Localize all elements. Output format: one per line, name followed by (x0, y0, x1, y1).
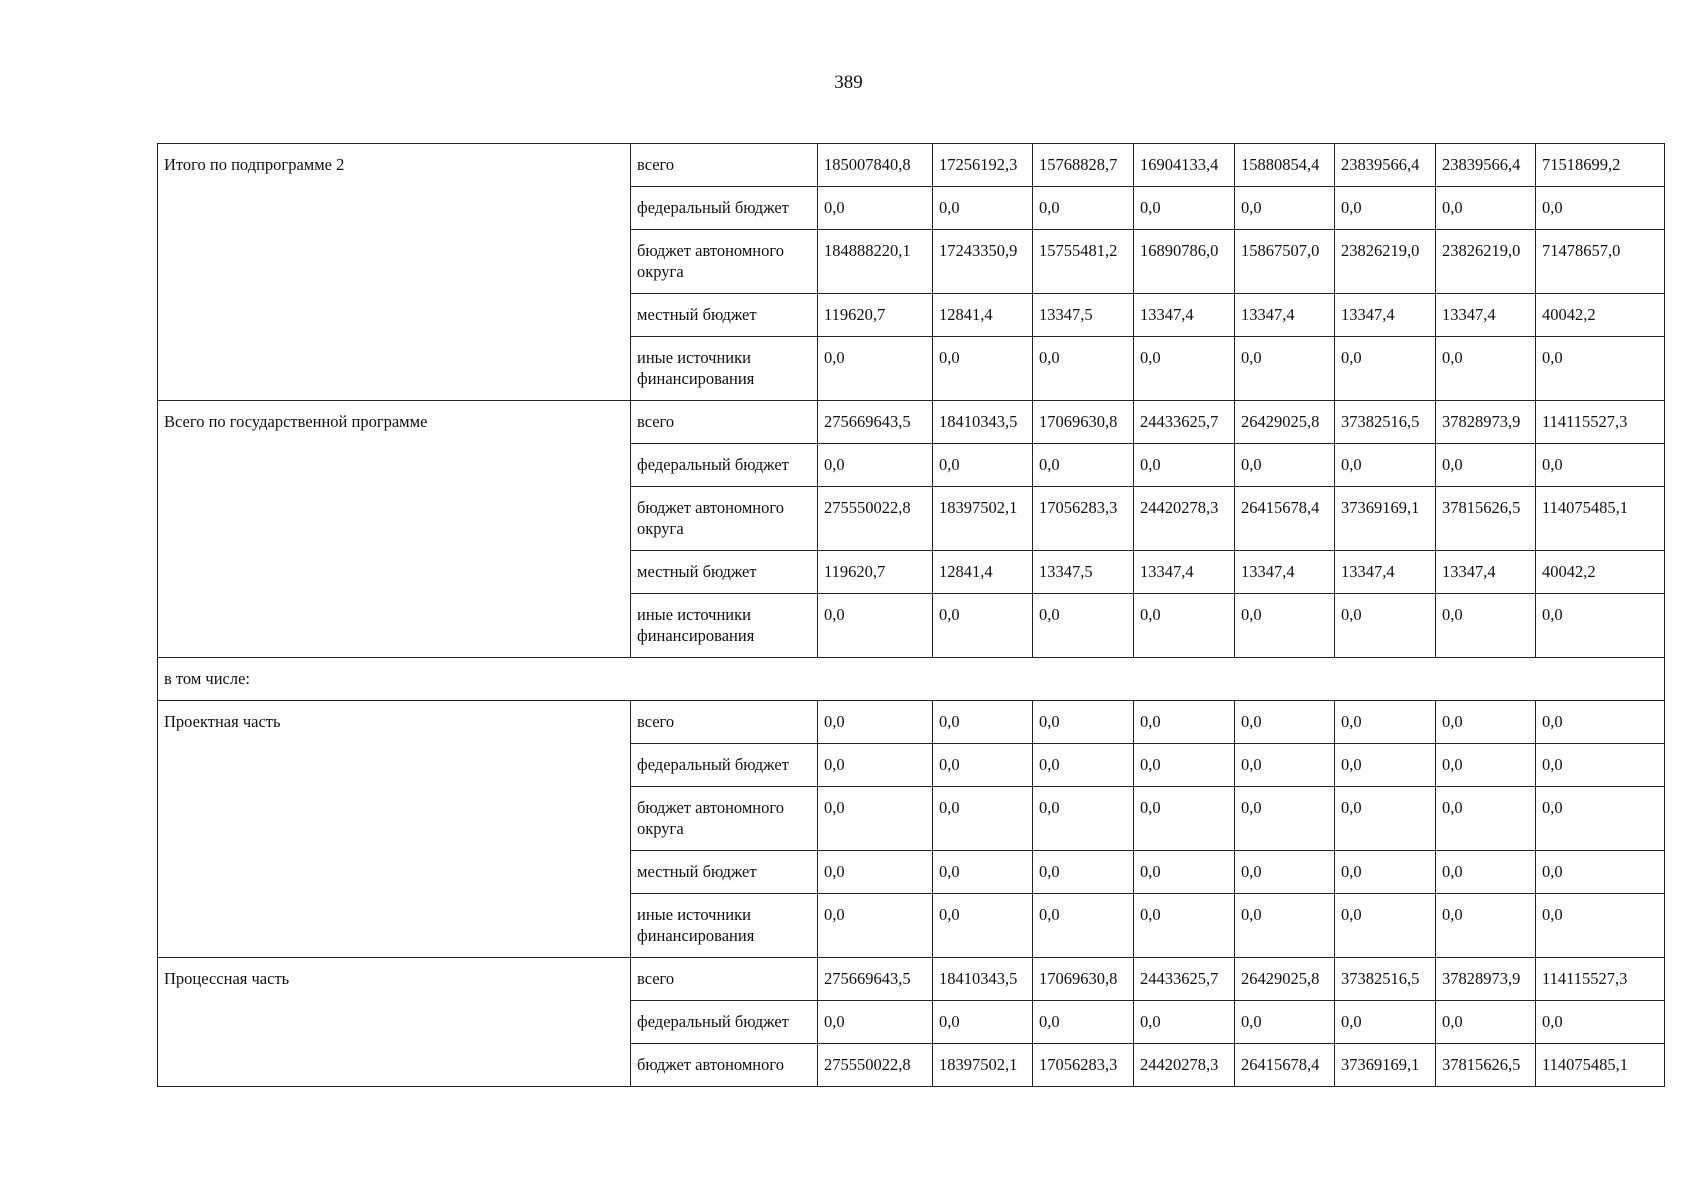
value-cell: 0,0 (818, 1001, 933, 1044)
value-cell: 0,0 (933, 894, 1033, 958)
value-cell: 0,0 (1436, 894, 1536, 958)
value-cell: 0,0 (1033, 594, 1134, 658)
value-cell: 0,0 (933, 851, 1033, 894)
value-cell: 0,0 (1335, 1001, 1436, 1044)
value-cell: 16904133,4 (1134, 144, 1235, 187)
value-cell: 17069630,8 (1033, 958, 1134, 1001)
value-cell: 0,0 (1235, 444, 1335, 487)
value-cell: 0,0 (1235, 187, 1335, 230)
value-cell: 18410343,5 (933, 958, 1033, 1001)
value-cell: 17056283,3 (1033, 1044, 1134, 1087)
funding-source: иные источники финансирования (631, 894, 818, 958)
value-cell: 119620,7 (818, 551, 933, 594)
value-cell: 0,0 (1134, 337, 1235, 401)
value-cell: 0,0 (1436, 444, 1536, 487)
funding-source: бюджет автономного округа (631, 487, 818, 551)
section-title: Проектная часть (158, 701, 631, 958)
value-cell: 0,0 (1033, 787, 1134, 851)
value-cell: 275669643,5 (818, 958, 933, 1001)
value-cell: 13347,5 (1033, 551, 1134, 594)
value-cell: 23839566,4 (1436, 144, 1536, 187)
value-cell: 0,0 (1335, 337, 1436, 401)
value-cell: 0,0 (1436, 787, 1536, 851)
subheader-row (158, 658, 1665, 701)
value-cell: 0,0 (1335, 444, 1436, 487)
section-title: Всего по государственной программе (158, 401, 631, 658)
value-cell: 0,0 (1033, 701, 1134, 744)
value-cell: 24420278,3 (1134, 1044, 1235, 1087)
value-cell: 15880854,4 (1235, 144, 1335, 187)
value-cell: 0,0 (1536, 787, 1665, 851)
value-cell: 0,0 (1536, 594, 1665, 658)
value-cell: 13347,4 (1436, 551, 1536, 594)
value-cell: 0,0 (1536, 744, 1665, 787)
value-cell: 275669643,5 (818, 401, 933, 444)
value-cell: 0,0 (1536, 851, 1665, 894)
value-cell: 0,0 (1235, 851, 1335, 894)
table-row (158, 958, 1665, 1001)
value-cell: 12841,4 (933, 551, 1033, 594)
value-cell: 18397502,1 (933, 1044, 1033, 1087)
value-cell: 24420278,3 (1134, 487, 1235, 551)
value-cell: 23826219,0 (1335, 230, 1436, 294)
value-cell: 184888220,1 (818, 230, 933, 294)
value-cell: 26415678,4 (1235, 1044, 1335, 1087)
value-cell: 13347,4 (1335, 294, 1436, 337)
value-cell: 0,0 (1134, 894, 1235, 958)
budget-table-body (158, 144, 1665, 1087)
value-cell: 37369169,1 (1335, 1044, 1436, 1087)
value-cell: 13347,5 (1033, 294, 1134, 337)
value-cell: 0,0 (1033, 851, 1134, 894)
value-cell: 0,0 (1235, 894, 1335, 958)
value-cell: 24433625,7 (1134, 958, 1235, 1001)
value-cell: 0,0 (1134, 187, 1235, 230)
value-cell: 71518699,2 (1536, 144, 1665, 187)
value-cell: 0,0 (818, 894, 933, 958)
value-cell: 16890786,0 (1134, 230, 1235, 294)
value-cell: 37382516,5 (1335, 958, 1436, 1001)
value-cell: 15755481,2 (1033, 230, 1134, 294)
value-cell: 114075485,1 (1536, 1044, 1665, 1087)
value-cell: 0,0 (1134, 701, 1235, 744)
value-cell: 114075485,1 (1536, 487, 1665, 551)
value-cell: 0,0 (1536, 187, 1665, 230)
value-cell: 0,0 (1335, 787, 1436, 851)
value-cell: 0,0 (933, 787, 1033, 851)
value-cell: 15768828,7 (1033, 144, 1134, 187)
funding-source: всего (631, 401, 818, 444)
value-cell: 17243350,9 (933, 230, 1033, 294)
value-cell: 0,0 (1536, 337, 1665, 401)
value-cell: 119620,7 (818, 294, 933, 337)
value-cell: 17069630,8 (1033, 401, 1134, 444)
funding-source: бюджет автономного (631, 1044, 818, 1087)
value-cell: 0,0 (933, 187, 1033, 230)
value-cell: 0,0 (1134, 744, 1235, 787)
value-cell: 0,0 (1033, 444, 1134, 487)
value-cell: 0,0 (933, 594, 1033, 658)
value-cell: 26429025,8 (1235, 401, 1335, 444)
value-cell: 0,0 (933, 337, 1033, 401)
funding-source: федеральный бюджет (631, 744, 818, 787)
funding-source: местный бюджет (631, 551, 818, 594)
value-cell: 275550022,8 (818, 1044, 933, 1087)
value-cell: 0,0 (1134, 1001, 1235, 1044)
value-cell: 0,0 (1134, 594, 1235, 658)
value-cell: 0,0 (818, 337, 933, 401)
value-cell: 0,0 (1536, 444, 1665, 487)
funding-source: бюджет автономного округа (631, 230, 818, 294)
value-cell: 37815626,5 (1436, 487, 1536, 551)
value-cell: 0,0 (1033, 744, 1134, 787)
funding-source: местный бюджет (631, 851, 818, 894)
value-cell: 0,0 (818, 701, 933, 744)
value-cell: 13347,4 (1335, 551, 1436, 594)
value-cell: 0,0 (1235, 1001, 1335, 1044)
value-cell: 0,0 (1436, 744, 1536, 787)
funding-source: федеральный бюджет (631, 1001, 818, 1044)
value-cell: 0,0 (1335, 187, 1436, 230)
value-cell: 0,0 (1335, 851, 1436, 894)
value-cell: 114115527,3 (1536, 401, 1665, 444)
value-cell: 0,0 (1436, 701, 1536, 744)
value-cell: 13347,4 (1436, 294, 1536, 337)
value-cell: 0,0 (933, 1001, 1033, 1044)
value-cell: 0,0 (1235, 701, 1335, 744)
value-cell: 26429025,8 (1235, 958, 1335, 1001)
value-cell: 13347,4 (1235, 294, 1335, 337)
value-cell: 26415678,4 (1235, 487, 1335, 551)
value-cell: 0,0 (1436, 187, 1536, 230)
value-cell: 37369169,1 (1335, 487, 1436, 551)
funding-source: иные источники финансирования (631, 337, 818, 401)
value-cell: 275550022,8 (818, 487, 933, 551)
budget-table (157, 143, 1665, 1087)
value-cell: 0,0 (1033, 187, 1134, 230)
value-cell: 0,0 (1235, 594, 1335, 658)
value-cell: 15867507,0 (1235, 230, 1335, 294)
funding-source: федеральный бюджет (631, 444, 818, 487)
funding-source: местный бюджет (631, 294, 818, 337)
value-cell: 0,0 (818, 744, 933, 787)
value-cell: 0,0 (1436, 594, 1536, 658)
value-cell: 0,0 (933, 744, 1033, 787)
value-cell: 0,0 (1033, 1001, 1134, 1044)
value-cell: 24433625,7 (1134, 401, 1235, 444)
value-cell: 0,0 (1335, 744, 1436, 787)
value-cell: 185007840,8 (818, 144, 933, 187)
funding-source: бюджет автономного округа (631, 787, 818, 851)
value-cell: 40042,2 (1536, 294, 1665, 337)
value-cell: 37828973,9 (1436, 958, 1536, 1001)
value-cell: 0,0 (1235, 337, 1335, 401)
value-cell: 18410343,5 (933, 401, 1033, 444)
table-row (158, 401, 1665, 444)
value-cell: 18397502,1 (933, 487, 1033, 551)
value-cell: 37815626,5 (1436, 1044, 1536, 1087)
value-cell: 13347,4 (1134, 294, 1235, 337)
funding-source: всего (631, 958, 818, 1001)
value-cell: 0,0 (1134, 851, 1235, 894)
table-row (158, 144, 1665, 187)
value-cell: 114115527,3 (1536, 958, 1665, 1001)
funding-source: всего (631, 144, 818, 187)
value-cell: 12841,4 (933, 294, 1033, 337)
value-cell: 0,0 (1335, 701, 1436, 744)
value-cell: 37828973,9 (1436, 401, 1536, 444)
page-number: 389 (834, 72, 863, 93)
value-cell: 0,0 (1335, 894, 1436, 958)
section-title: Процессная часть (158, 958, 631, 1087)
value-cell: 23839566,4 (1335, 144, 1436, 187)
value-cell: 0,0 (818, 594, 933, 658)
value-cell: 0,0 (1536, 701, 1665, 744)
subheader-label: в том числе: (158, 658, 1665, 701)
value-cell: 37382516,5 (1335, 401, 1436, 444)
value-cell: 13347,4 (1235, 551, 1335, 594)
value-cell: 23826219,0 (1436, 230, 1536, 294)
funding-source: всего (631, 701, 818, 744)
value-cell: 71478657,0 (1536, 230, 1665, 294)
table-row (158, 701, 1665, 744)
value-cell: 0,0 (818, 444, 933, 487)
section-title: Итого по подпрограмме 2 (158, 144, 631, 401)
value-cell: 0,0 (818, 787, 933, 851)
value-cell: 0,0 (818, 851, 933, 894)
value-cell: 0,0 (1436, 337, 1536, 401)
value-cell: 0,0 (1134, 444, 1235, 487)
value-cell: 17056283,3 (1033, 487, 1134, 551)
value-cell: 40042,2 (1536, 551, 1665, 594)
value-cell: 0,0 (1335, 594, 1436, 658)
value-cell: 17256192,3 (933, 144, 1033, 187)
value-cell: 0,0 (1033, 894, 1134, 958)
value-cell: 0,0 (1134, 787, 1235, 851)
value-cell: 0,0 (1536, 1001, 1665, 1044)
value-cell: 0,0 (818, 187, 933, 230)
value-cell: 13347,4 (1134, 551, 1235, 594)
value-cell: 0,0 (1436, 851, 1536, 894)
value-cell: 0,0 (1235, 744, 1335, 787)
value-cell: 0,0 (933, 444, 1033, 487)
value-cell: 0,0 (933, 701, 1033, 744)
funding-source: федеральный бюджет (631, 187, 818, 230)
value-cell: 0,0 (1536, 894, 1665, 958)
value-cell: 0,0 (1235, 787, 1335, 851)
value-cell: 0,0 (1436, 1001, 1536, 1044)
value-cell: 0,0 (1033, 337, 1134, 401)
funding-source: иные источники финансирования (631, 594, 818, 658)
